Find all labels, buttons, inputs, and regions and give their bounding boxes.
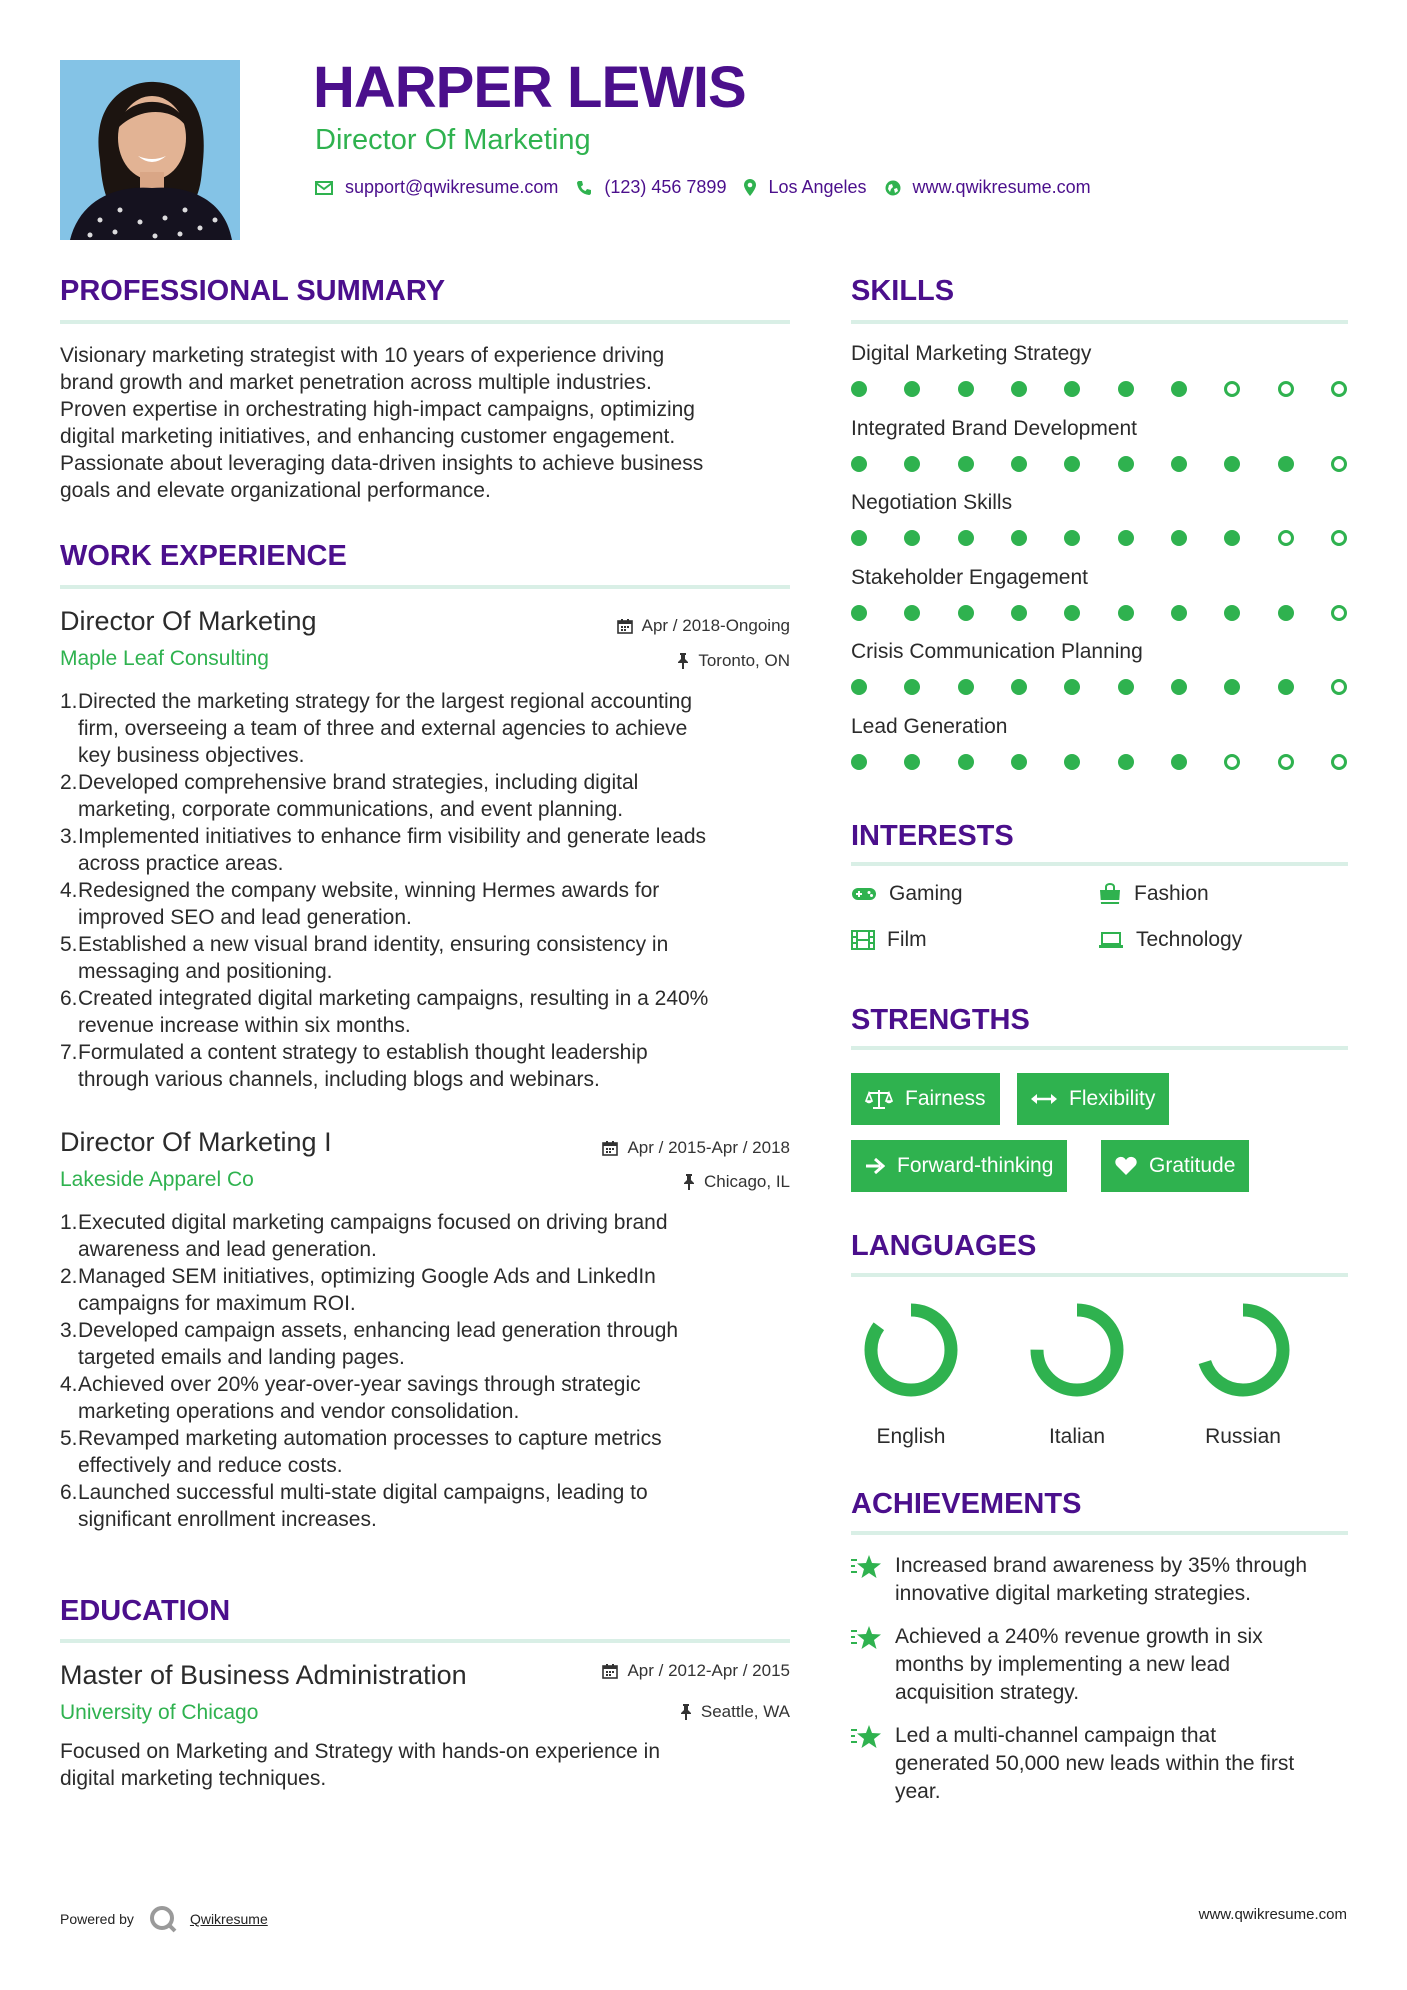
skill-item bbox=[851, 417, 1348, 492]
globe-icon bbox=[885, 180, 901, 196]
rating-dot-filled bbox=[1118, 456, 1134, 472]
list-item: 4. Achieved over 20% year-over-year savings through strategic marketing operations and vendor consolidation. bbox=[60, 1373, 641, 1423]
rating-dot-filled bbox=[1278, 605, 1294, 621]
rating-dot-filled bbox=[1064, 754, 1080, 770]
strength-label: Forward-thinking bbox=[897, 1154, 1054, 1177]
strength-label: Flexibility bbox=[1069, 1087, 1156, 1110]
summary-line: Visionary marketing strategist with 10 years of experience driving bbox=[60, 344, 665, 367]
skill-item bbox=[851, 342, 1348, 417]
achievement-item: Achieved a 240% revenue growth in six months by implementing a new lead acquisition strategy. bbox=[851, 1623, 1348, 1707]
list-item: 3. Developed campaign assets, enhancing lead generation through targeted emails and landing pages. bbox=[60, 1319, 679, 1369]
strengths-heading: STRENGTHS bbox=[851, 1004, 1030, 1036]
skill-rating bbox=[851, 456, 1347, 472]
experience-rule bbox=[60, 585, 790, 589]
rating-dot-filled bbox=[904, 754, 920, 770]
rating-dot-filled bbox=[851, 381, 867, 397]
rating-dot-filled bbox=[851, 754, 867, 770]
strength-label: Gratitude bbox=[1149, 1154, 1236, 1177]
contact-email[interactable] bbox=[315, 177, 558, 198]
rating-dot-filled bbox=[1171, 456, 1187, 472]
job-company: Lakeside Apparel Co bbox=[60, 1168, 254, 1191]
list-item: 2. Managed SEM initiatives, optimizing Google Ads and LinkedIn campaigns for maximum ROI. bbox=[60, 1265, 656, 1315]
rating-dot-filled bbox=[851, 679, 867, 695]
qwikresume-link[interactable]: Qwikresume bbox=[189, 1911, 268, 1927]
strength-tag-forward-thinking bbox=[851, 1140, 1067, 1192]
rating-dot-filled bbox=[904, 679, 920, 695]
candidate-name: HARPER LEWIS bbox=[313, 55, 746, 120]
achievement-item: Increased brand awareness by 35% through innovative digital marketing strategies. bbox=[851, 1552, 1348, 1608]
strength-tag-fairness bbox=[851, 1073, 1000, 1125]
laptop-icon bbox=[1098, 931, 1124, 949]
rating-dot-filled bbox=[1224, 530, 1240, 546]
rating-dot-filled bbox=[1011, 456, 1027, 472]
job-location bbox=[683, 1172, 790, 1192]
achievements-rule bbox=[851, 1531, 1348, 1535]
heart-icon bbox=[1115, 1156, 1137, 1176]
calendar-icon bbox=[617, 618, 633, 634]
rating-dot-filled bbox=[904, 605, 920, 621]
interest-label: Gaming bbox=[889, 882, 963, 905]
rating-dot-empty bbox=[1331, 679, 1347, 695]
skill-name: Stakeholder Engagement bbox=[851, 565, 1088, 589]
interest-film bbox=[851, 928, 927, 952]
rating-dot-filled bbox=[904, 530, 920, 546]
list-item: 7. Formulated a content strategy to establish thought leadership through various channels, including blogs and webinars. bbox=[60, 1041, 648, 1091]
pushpin-icon bbox=[680, 1704, 692, 1720]
summary-heading: PROFESSIONAL SUMMARY bbox=[60, 275, 446, 307]
strength-label: Fairness bbox=[905, 1087, 986, 1110]
contact-location bbox=[744, 177, 866, 198]
job-dates-text: Apr / 2018-Ongoing bbox=[641, 616, 790, 635]
language-name: Russian bbox=[1205, 1425, 1281, 1448]
star-icon bbox=[851, 1724, 883, 1750]
rating-dot-empty bbox=[1331, 456, 1347, 472]
rating-dot-filled bbox=[904, 381, 920, 397]
achievement-item: Led a multi-channel campaign that generated 50,000 new leads within the first year. bbox=[851, 1722, 1348, 1806]
skill-name: Lead Generation bbox=[851, 714, 1008, 738]
rating-dot-filled bbox=[1118, 530, 1134, 546]
rating-dot-filled bbox=[1011, 754, 1027, 770]
language-name: Italian bbox=[1048, 1425, 1106, 1448]
summary-line: goals and elevate organizational performance. bbox=[60, 479, 491, 502]
gamepad-icon bbox=[851, 886, 877, 902]
phone-text: (123) 456 7899 bbox=[604, 177, 727, 197]
rating-dot-filled bbox=[1064, 679, 1080, 695]
rating-dot-empty bbox=[1278, 530, 1294, 546]
language-item bbox=[856, 1300, 966, 1449]
rating-dot-filled bbox=[958, 456, 974, 472]
education-location-text: Seattle, WA bbox=[700, 1702, 790, 1721]
arrow-right-icon bbox=[865, 1157, 885, 1175]
education-description: Focused on Marketing and Strategy with hands-on experience in digital marketing techniques. bbox=[60, 1740, 661, 1790]
job-location-text: Chicago, IL bbox=[704, 1172, 790, 1191]
rating-dot-filled bbox=[851, 530, 867, 546]
rating-dot-filled bbox=[1064, 381, 1080, 397]
candidate-title: Director Of Marketing bbox=[315, 124, 591, 156]
languages-heading: LANGUAGES bbox=[851, 1230, 1037, 1262]
education-rule bbox=[60, 1639, 790, 1643]
film-icon bbox=[851, 930, 875, 950]
rating-dot-filled bbox=[958, 605, 974, 621]
skill-item bbox=[851, 640, 1348, 715]
skill-name: Negotiation Skills bbox=[851, 491, 1013, 514]
rating-dot-filled bbox=[1224, 456, 1240, 472]
contact-bar bbox=[315, 177, 1109, 198]
skill-rating bbox=[851, 605, 1347, 621]
rating-dot-filled bbox=[1011, 530, 1027, 546]
envelope-icon bbox=[315, 181, 333, 195]
map-marker-icon bbox=[744, 179, 756, 196]
rating-dot-filled bbox=[958, 754, 974, 770]
interest-label: Film bbox=[887, 928, 927, 951]
interests-rule bbox=[851, 862, 1348, 866]
skill-name: Digital Marketing Strategy bbox=[851, 342, 1092, 365]
skill-item bbox=[851, 566, 1348, 641]
language-item bbox=[1022, 1300, 1132, 1449]
star-icon bbox=[851, 1554, 883, 1580]
rating-dot-filled bbox=[1224, 679, 1240, 695]
list-item: 6. Launched successful multi-state digital campaigns, leading to significant enrollment increases. bbox=[60, 1481, 648, 1531]
rating-dot-empty bbox=[1331, 381, 1347, 397]
summary-line: brand growth and market penetration across multiple industries. bbox=[60, 371, 652, 394]
interest-technology bbox=[1098, 928, 1242, 952]
rating-dot-filled bbox=[1171, 530, 1187, 546]
achievements-heading: ACHIEVEMENTS bbox=[851, 1488, 1082, 1520]
rating-dot-empty bbox=[1278, 381, 1294, 397]
degree-title: Master of Business Administration bbox=[60, 1660, 467, 1690]
skills-heading: SKILLS bbox=[851, 275, 955, 307]
rating-dot-filled bbox=[1171, 754, 1187, 770]
rating-dot-filled bbox=[1011, 679, 1027, 695]
rating-dot-empty bbox=[1224, 381, 1240, 397]
calendar-icon bbox=[602, 1663, 618, 1679]
rating-dot-filled bbox=[1011, 381, 1027, 397]
rating-dot-filled bbox=[1118, 754, 1134, 770]
education-dates bbox=[602, 1661, 790, 1681]
contact-website[interactable] bbox=[885, 177, 1091, 198]
arrows-horizontal-icon bbox=[1031, 1092, 1057, 1106]
list-item: 6. Created integrated digital marketing campaigns, resulting in a 240% revenue increase within six months. bbox=[60, 987, 709, 1037]
email-text: support@qwikresume.com bbox=[345, 177, 559, 197]
strength-tag-flexibility bbox=[1017, 1073, 1169, 1125]
language-item bbox=[1188, 1300, 1298, 1449]
summary-line: digital marketing initiatives, and enhancing customer engagement. bbox=[60, 425, 676, 448]
rating-dot-filled bbox=[1171, 381, 1187, 397]
rating-dot-filled bbox=[1278, 456, 1294, 472]
school-name: University of Chicago bbox=[60, 1701, 259, 1724]
balance-scale-icon bbox=[865, 1088, 893, 1110]
pushpin-icon bbox=[677, 653, 689, 669]
skills-list bbox=[851, 342, 1348, 789]
profile-photo bbox=[60, 60, 240, 240]
interest-gaming bbox=[851, 882, 963, 906]
qwikresume-logo-icon bbox=[148, 1904, 178, 1934]
job-dates bbox=[602, 1138, 790, 1158]
experience-heading: WORK EXPERIENCE bbox=[60, 540, 347, 572]
list-item: 1. Directed the marketing strategy for the largest regional accounting firm, overseeing a team of three and external agencies to achieve key business objectives. bbox=[60, 690, 692, 767]
contact-phone[interactable] bbox=[576, 177, 726, 198]
education-location bbox=[680, 1702, 790, 1722]
strengths-rule bbox=[851, 1046, 1348, 1050]
language-name: English bbox=[876, 1425, 946, 1448]
list-item: 5. Revamped marketing automation processes to capture metrics effectively and reduce costs. bbox=[60, 1427, 662, 1477]
website-text: www.qwikresume.com bbox=[912, 177, 1091, 197]
rating-dot-filled bbox=[958, 679, 974, 695]
rating-dot-filled bbox=[1064, 605, 1080, 621]
list-item: 2. Developed comprehensive brand strategies, including digital marketing, corporate communications, and event planning. bbox=[60, 771, 639, 821]
interest-label: Fashion bbox=[1134, 882, 1209, 905]
job-dates-text: Apr / 2015-Apr / 2018 bbox=[627, 1138, 790, 1157]
rating-dot-filled bbox=[1011, 605, 1027, 621]
rating-dot-filled bbox=[1171, 679, 1187, 695]
list-item: 5. Established a new visual brand identity, ensuring consistency in messaging and positioning. bbox=[60, 933, 669, 983]
job-bullets bbox=[60, 688, 818, 1093]
interest-fashion bbox=[1098, 882, 1209, 906]
footer-powered-by bbox=[60, 1904, 268, 1934]
rating-dot-filled bbox=[958, 530, 974, 546]
summary-line: Proven expertise in orchestrating high-impact campaigns, optimizing bbox=[60, 398, 695, 421]
summary-text bbox=[60, 342, 800, 504]
rating-dot-filled bbox=[1224, 605, 1240, 621]
education-heading: EDUCATION bbox=[60, 1595, 231, 1627]
languages-rule bbox=[851, 1273, 1348, 1277]
rating-dot-empty bbox=[1224, 754, 1240, 770]
rating-dot-filled bbox=[851, 456, 867, 472]
language-ring bbox=[1027, 1300, 1127, 1400]
rating-dot-empty bbox=[1331, 530, 1347, 546]
interest-label: Technology bbox=[1136, 928, 1243, 951]
rating-dot-filled bbox=[1118, 381, 1134, 397]
language-ring bbox=[1193, 1300, 1293, 1400]
skill-item bbox=[851, 491, 1348, 566]
skill-rating bbox=[851, 754, 1347, 770]
job-title: Director Of Marketing I bbox=[60, 1127, 332, 1157]
skill-rating bbox=[851, 679, 1347, 695]
rating-dot-filled bbox=[1171, 605, 1187, 621]
strength-tag-gratitude bbox=[1101, 1140, 1249, 1192]
interests-heading: INTERESTS bbox=[851, 820, 1014, 852]
calendar-icon bbox=[602, 1140, 618, 1156]
shopping-bag-icon bbox=[1098, 883, 1122, 905]
skill-item bbox=[851, 715, 1348, 790]
list-item: 3. Implemented initiatives to enhance firm visibility and generate leads across practice areas. bbox=[60, 825, 707, 875]
skill-name: Crisis Communication Planning bbox=[851, 640, 1143, 663]
summary-rule bbox=[60, 320, 790, 324]
job-dates bbox=[617, 616, 790, 636]
skill-rating bbox=[851, 381, 1347, 397]
powered-by-text: Powered by bbox=[60, 1911, 134, 1927]
location-text: Los Angeles bbox=[768, 177, 867, 197]
phone-icon bbox=[576, 180, 592, 196]
list-item: 4. Redesigned the company website, winning Hermes awards for improved SEO and lead generation. bbox=[60, 879, 660, 929]
rating-dot-filled bbox=[1064, 530, 1080, 546]
job-location-text: Toronto, ON bbox=[698, 651, 790, 670]
rating-dot-filled bbox=[958, 381, 974, 397]
job-company: Maple Leaf Consulting bbox=[60, 647, 269, 670]
skill-name: Integrated Brand Development bbox=[851, 416, 1138, 440]
job-bullets bbox=[60, 1209, 818, 1533]
job-location bbox=[677, 651, 790, 671]
pushpin-icon bbox=[683, 1174, 695, 1190]
rating-dot-filled bbox=[1278, 679, 1294, 695]
rating-dot-filled bbox=[904, 456, 920, 472]
list-item: 1. Executed digital marketing campaigns focused on driving brand awareness and lead generation. bbox=[60, 1211, 668, 1261]
rating-dot-filled bbox=[1064, 456, 1080, 472]
rating-dot-filled bbox=[1118, 605, 1134, 621]
star-icon bbox=[851, 1625, 883, 1651]
summary-line: Passionate about leveraging data-driven insights to achieve business bbox=[60, 452, 704, 475]
rating-dot-filled bbox=[851, 605, 867, 621]
footer-website[interactable]: www.qwikresume.com bbox=[1198, 1906, 1347, 1923]
rating-dot-empty bbox=[1278, 754, 1294, 770]
skills-rule bbox=[851, 320, 1348, 324]
rating-dot-empty bbox=[1331, 605, 1347, 621]
language-ring bbox=[861, 1300, 961, 1400]
rating-dot-empty bbox=[1331, 754, 1347, 770]
job-title: Director Of Marketing bbox=[60, 606, 317, 636]
rating-dot-filled bbox=[1118, 679, 1134, 695]
skill-rating bbox=[851, 530, 1347, 546]
education-dates-text: Apr / 2012-Apr / 2015 bbox=[627, 1661, 790, 1680]
